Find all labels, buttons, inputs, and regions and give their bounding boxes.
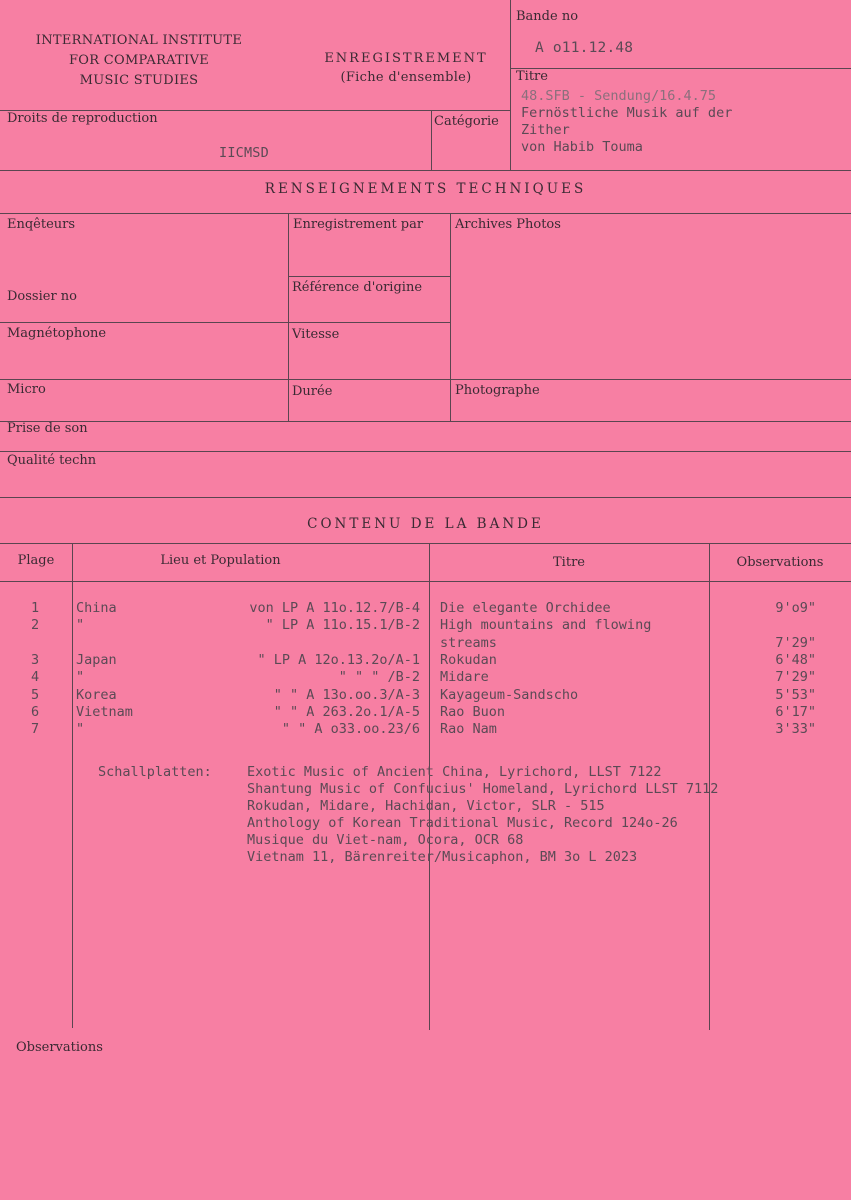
contenu-section-title: CONTENU DE LA BANDE <box>307 516 544 532</box>
track-ref: " " " /B-2 <box>338 669 420 686</box>
categorie-label: Catégorie <box>434 114 499 129</box>
track-plage: 6 <box>31 703 40 720</box>
track-obs: 7'29" <box>775 669 816 686</box>
schallplatten-line: Shantung Music of Confucius' Homeland, Lyrichord LLST 7112 <box>247 781 719 797</box>
archives-photos-label: Archives Photos <box>455 217 561 232</box>
rule <box>0 322 450 323</box>
track-plage: 1 <box>31 600 40 616</box>
track-obs: 6'17" <box>775 703 816 720</box>
rule <box>510 68 851 69</box>
track-titre: Kayageum-Sandscho <box>440 686 579 703</box>
track-lieu: Vietnam <box>76 703 133 720</box>
track-obs: 5'53" <box>775 686 816 703</box>
track-lieu: China <box>76 600 117 616</box>
track-plage: 2 <box>31 617 40 634</box>
magnetophone-label: Magnétophone <box>7 326 107 341</box>
schallplatten-label: Schallplatten: <box>98 764 212 780</box>
observations-label: Observations <box>16 1040 103 1055</box>
track-obs: 6'48" <box>775 651 816 668</box>
schallplatten-line: Musique du Viet-nam, Ocora, OCR 68 <box>247 832 524 848</box>
track-obs: 3'33" <box>775 721 816 738</box>
track-plage: 4 <box>31 669 40 686</box>
rule <box>0 451 851 452</box>
track-obs: 9'o9" <box>775 600 816 616</box>
form-title: ENREGISTREMENT <box>324 51 488 66</box>
rule <box>288 276 450 277</box>
bande-label: Bande no <box>516 9 579 24</box>
form-subtitle: (Fiche d'ensemble) <box>340 70 472 85</box>
tech-section-title: RENSEIGNEMENTS TECHNIQUES <box>264 181 587 197</box>
track-lieu: Korea <box>76 686 117 703</box>
col-header-plage: Plage <box>17 553 55 568</box>
schallplatten-line: Anthology of Korean Traditional Music, Record 124o-26 <box>247 815 678 831</box>
rule <box>0 170 851 171</box>
schallplatten-line: Rokudan, Midare, Hachidan, Victor, SLR - 515 <box>247 798 605 814</box>
track-ref: " " A 263.2o.1/A-5 <box>273 703 420 720</box>
rule <box>0 421 851 422</box>
rule <box>288 213 289 421</box>
track-titre: Midare <box>440 669 489 686</box>
reference-origine-label: Référence d'origine <box>292 280 423 295</box>
track-plage: 3 <box>31 651 40 668</box>
track-lieu: " <box>76 669 85 686</box>
droits-value: IICMSD <box>219 145 269 161</box>
rule <box>0 497 851 498</box>
micro-label: Micro <box>7 382 46 397</box>
col-header-observations: Observations <box>736 555 824 570</box>
track-titre: Rao Buon <box>440 703 506 720</box>
track-titre: Die elegante Orchidee <box>440 600 611 616</box>
track-titre: Rao Nam <box>440 721 497 738</box>
track-ref: " " A o33.oo.23/6 <box>281 721 420 738</box>
track-ref: von LP A 11o.12.7/B-4 <box>249 600 420 616</box>
rule <box>72 543 73 1028</box>
track-obs: 7'29" <box>775 634 816 651</box>
track-lieu: " <box>76 721 85 738</box>
col-header-titre: Titre <box>553 555 585 570</box>
titre-value: 48.SFB - Sendung/16.4.75 Fernöstliche Musik auf der Zither von Habib Touma <box>521 88 733 155</box>
track-ref: " LP A 11o.15.1/B-2 <box>265 617 420 634</box>
prise-de-son-label: Prise de son <box>7 421 88 436</box>
track-ref: " " A 13o.oo.3/A-3 <box>273 686 420 703</box>
photographe-label: Photographe <box>455 383 540 398</box>
bande-value: A o11.12.48 <box>535 40 634 56</box>
schallplatten-line: Vietnam 11, Bärenreiter/Musicaphon, BM 3o L 2023 <box>247 849 638 865</box>
track-plage: 7 <box>31 721 40 738</box>
track-lieu: " <box>76 617 85 634</box>
track-titre: Rokudan <box>440 651 497 668</box>
enregistrement-par-label: Enregistrement par <box>293 217 424 232</box>
qualite-techn-label: Qualité techn <box>7 453 97 468</box>
rule <box>510 0 511 170</box>
droits-label: Droits de reproduction <box>7 111 158 126</box>
duree-label: Durée <box>292 384 333 399</box>
rule <box>431 110 432 170</box>
schallplatten-line: Exotic Music of Ancient China, Lyrichord, LLST 7122 <box>247 764 662 780</box>
rule <box>0 543 851 544</box>
rule <box>0 581 851 582</box>
dossier-no-label: Dossier no <box>7 289 77 304</box>
rule <box>450 213 451 421</box>
col-header-lieu: Lieu et Population <box>160 553 281 568</box>
institute-name: INTERNATIONAL INSTITUTE FOR COMPARATIVE MUSIC STUDIES <box>35 33 243 88</box>
titre-label: Titre <box>516 69 548 84</box>
track-ref: " LP A 12o.13.2o/A-1 <box>257 651 420 668</box>
rule <box>0 213 851 214</box>
track-lieu: Japan <box>76 651 117 668</box>
enqueteurs-label: Enqêteurs <box>7 217 76 232</box>
track-titre: streams <box>440 634 497 651</box>
track-plage: 5 <box>31 686 40 703</box>
track-titre: High mountains and flowing <box>440 617 652 634</box>
vitesse-label: Vitesse <box>292 327 340 342</box>
rule <box>0 379 851 380</box>
